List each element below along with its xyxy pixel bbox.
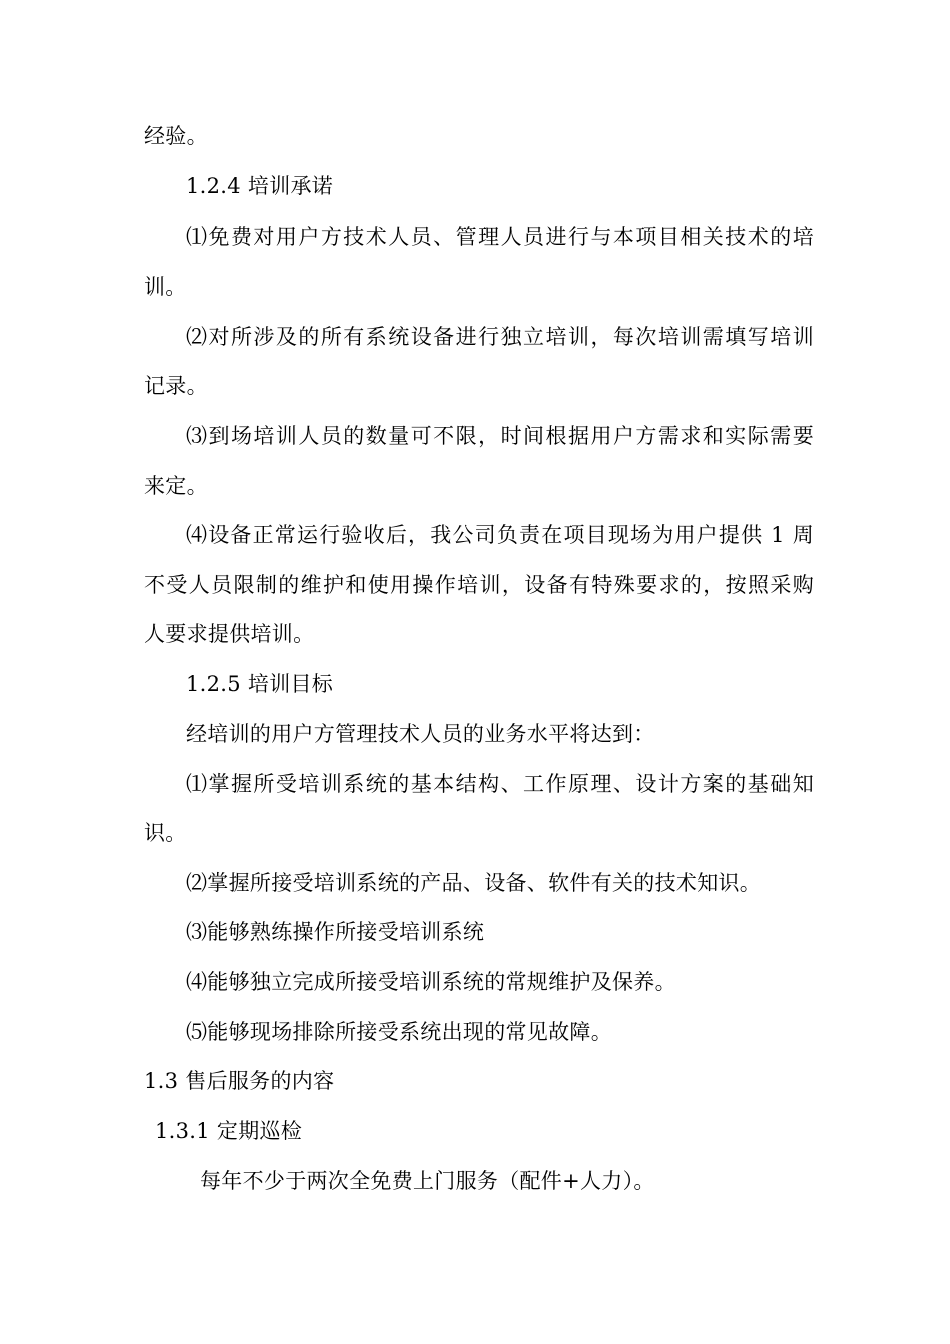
text-line: 经验。 [144, 124, 208, 148]
text-line: ⑴掌握所受培训系统的基本结构、工作原理、设计方案的基础知 [186, 772, 814, 796]
text-line: ⑸能够现场排除所接受系统出现的常见故障。 [186, 1020, 612, 1044]
text-line: ⑷能够独立完成所接受培训系统的常规维护及保养。 [186, 970, 676, 994]
text-line: 人要求提供培训。 [144, 622, 315, 646]
section-heading-1-2-5: 1.2.5 培训目标 [186, 672, 334, 696]
text-line: ⑷设备正常运行验收后，我公司负责在项目现场为用户提供 1 周 [186, 523, 814, 547]
text-line: ⑴免费对用户方技术人员、管理人员进行与本项目相关技术的培 [186, 225, 814, 249]
text-line: 记录。 [144, 374, 208, 398]
section-heading-1-2-4: 1.2.4 培训承诺 [186, 174, 334, 198]
text-line: 识。 [144, 821, 187, 845]
section-heading-1-3-1: 1.3.1 定期巡检 [155, 1119, 303, 1143]
text-line: ⑶到场培训人员的数量可不限，时间根据用户方需求和实际需要 [186, 424, 814, 448]
text-line: ⑵对所涉及的所有系统设备进行独立培训，每次培训需填写培训 [186, 325, 814, 349]
section-heading-1-3: 1.3 售后服务的内容 [144, 1069, 335, 1093]
text-line: ⑵掌握所接受培训系统的产品、设备、软件有关的技术知识。 [186, 871, 762, 895]
text-line: 经培训的用户方管理技术人员的业务水平将达到： [186, 722, 655, 746]
text-line: 来定。 [144, 474, 208, 498]
text-line: 每年不少于两次全免费上门服务（配件+人力）。 [200, 1169, 655, 1193]
text-line: 不受人员限制的维护和使用操作培训，设备有特殊要求的，按照采购 [144, 573, 814, 597]
text-line: 训。 [144, 275, 187, 299]
text-line: ⑶能够熟练操作所接受培训系统 [186, 920, 485, 944]
